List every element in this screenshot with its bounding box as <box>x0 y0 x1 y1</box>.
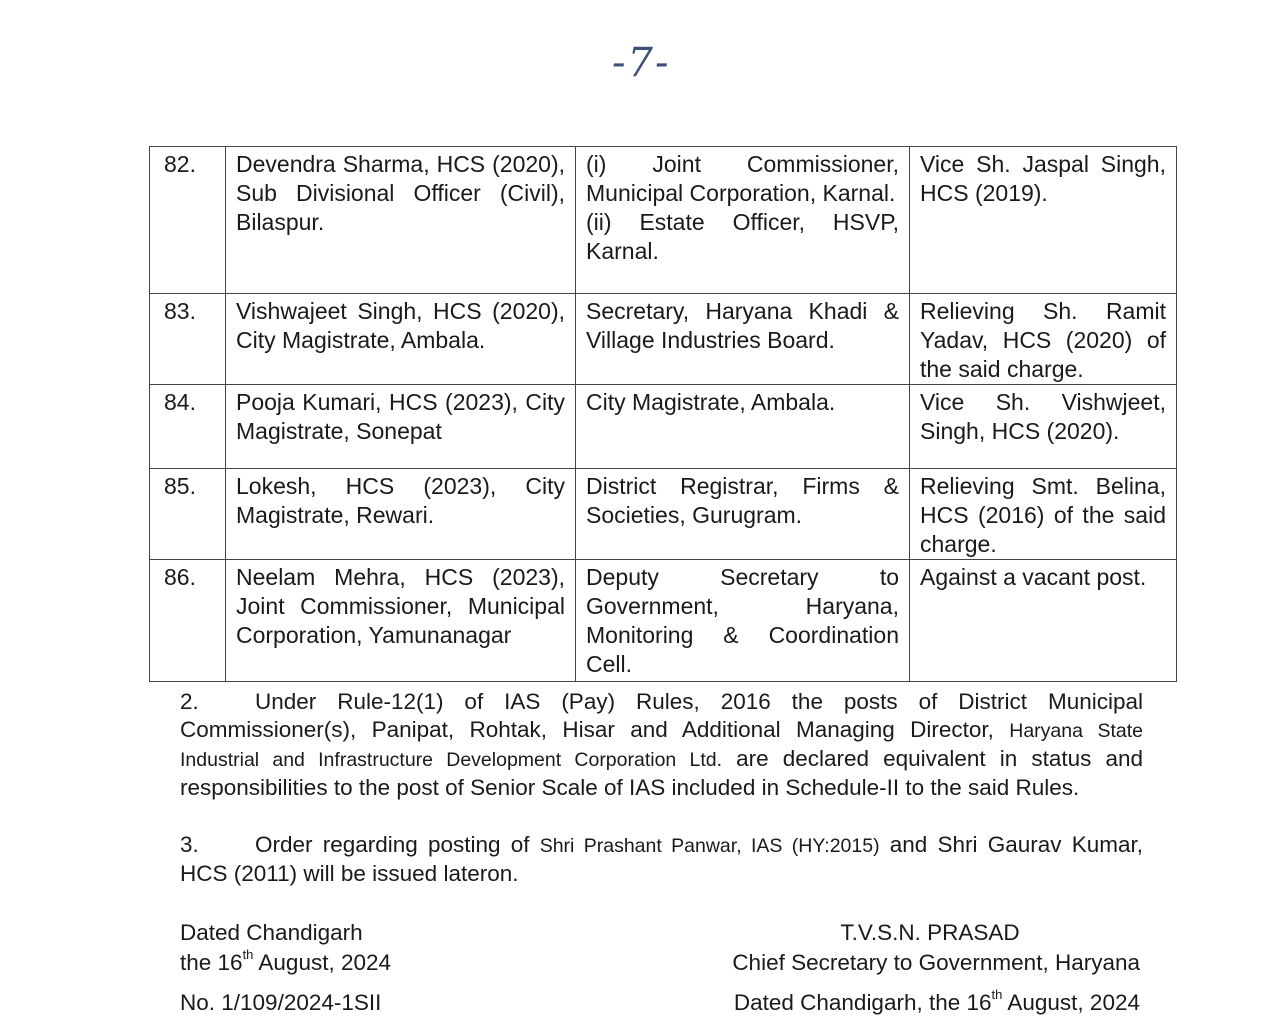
serial-number: 84. <box>150 385 226 469</box>
posting-line: (i) Joint Commissioner, Municipal Corporation, Karnal. <box>586 151 899 206</box>
page-number: -7- <box>612 40 671 86</box>
issue-date-block <box>180 918 391 978</box>
serial-number: 83. <box>150 294 226 385</box>
serial-number: 82. <box>150 147 226 294</box>
paragraph-text: are declared equivalent in status and responsibilities to the post of Senior Scale of IAS included in Schedule-II to the said Rules. <box>180 746 1143 800</box>
table-row <box>150 560 1177 682</box>
officer-cell: Vishwajeet Singh, HCS (2020), City Magistrate, Ambala. <box>226 294 576 385</box>
paragraph-text: and Shri Gaurav Kumar, HCS (2011) will be issued lateron. <box>180 832 1143 886</box>
endorsement-date: Dated Chandigarh, the 16th August, 2024 <box>733 987 1140 1015</box>
paragraph-number: 2. <box>180 689 199 714</box>
posting-cell: District Registrar, Firms & Societies, Gurugram. <box>576 469 910 560</box>
remarks-cell: Vice Sh. Jaspal Singh, HCS (2019). <box>910 147 1177 294</box>
table-row <box>150 294 1177 385</box>
remarks-cell: Relieving Sh. Ramit Yadav, HCS (2020) of the said charge. <box>910 294 1177 385</box>
posting-cell: City Magistrate, Ambala. <box>576 385 910 469</box>
table-row <box>150 385 1177 469</box>
table-row <box>150 147 1177 294</box>
reference-number: No. 1/109/2024-1SII <box>180 990 382 1015</box>
dated-place: Dated Chandigarh <box>180 920 363 945</box>
officer-cell: Neelam Mehra, HCS (2023), Joint Commissioner, Municipal Corporation, Yamunanagar <box>226 560 576 682</box>
paragraph-text-small: Haryana State Industrial and Infrastructure Development Corporation Ltd. <box>180 720 1143 771</box>
signatory-designation: Chief Secretary to Government, Haryana <box>732 950 1140 975</box>
posting-cell: Deputy Secretary to Government, Haryana, Monitoring & Coordination Cell. <box>576 560 910 682</box>
remarks-cell: Relieving Smt. Belina, HCS (2016) of the said charge. <box>910 469 1177 560</box>
remarks-cell: Vice Sh. Vishwjeet, Singh, HCS (2020). <box>910 385 1177 469</box>
posting-cell: Secretary, Haryana Khadi & Village Industries Board. <box>576 294 910 385</box>
postings-table <box>149 146 1177 682</box>
remarks-cell: Against a vacant post. <box>910 560 1177 682</box>
paragraph-text: Order regarding posting of <box>255 832 530 857</box>
paragraph-3 <box>180 831 1143 888</box>
table-row <box>150 469 1177 560</box>
signatory-name: T.V.S.N. PRASAD <box>840 920 1020 945</box>
officer-cell: Devendra Sharma, HCS (2020), Sub Divisional Officer (Civil), Bilaspur. <box>226 147 576 294</box>
serial-number: 86. <box>150 560 226 682</box>
dated-date: the 16th August, 2024 <box>180 947 392 975</box>
paragraph-number: 3. <box>180 832 199 857</box>
paragraph-text: Under Rule-12(1) of IAS (Pay) Rules, 2016 the posts of District Municipal Commissioner(s), Panipat, Rohtak, Hisar and Additional Managing Director, <box>180 689 1143 742</box>
paragraph-2 <box>180 688 1143 802</box>
serial-number: 85. <box>150 469 226 560</box>
posting-cell <box>576 147 910 294</box>
officer-cell: Pooja Kumari, HCS (2023), City Magistrate, Sonepat <box>226 385 576 469</box>
signatory-block <box>680 918 1140 978</box>
officer-cell: Lokesh, HCS (2023), City Magistrate, Rewari. <box>226 469 576 560</box>
paragraph-text-small: Shri Prashant Panwar, IAS (HY:2015) <box>539 835 880 857</box>
posting-line: (ii) Estate Officer, HSVP, Karnal. <box>586 209 899 264</box>
